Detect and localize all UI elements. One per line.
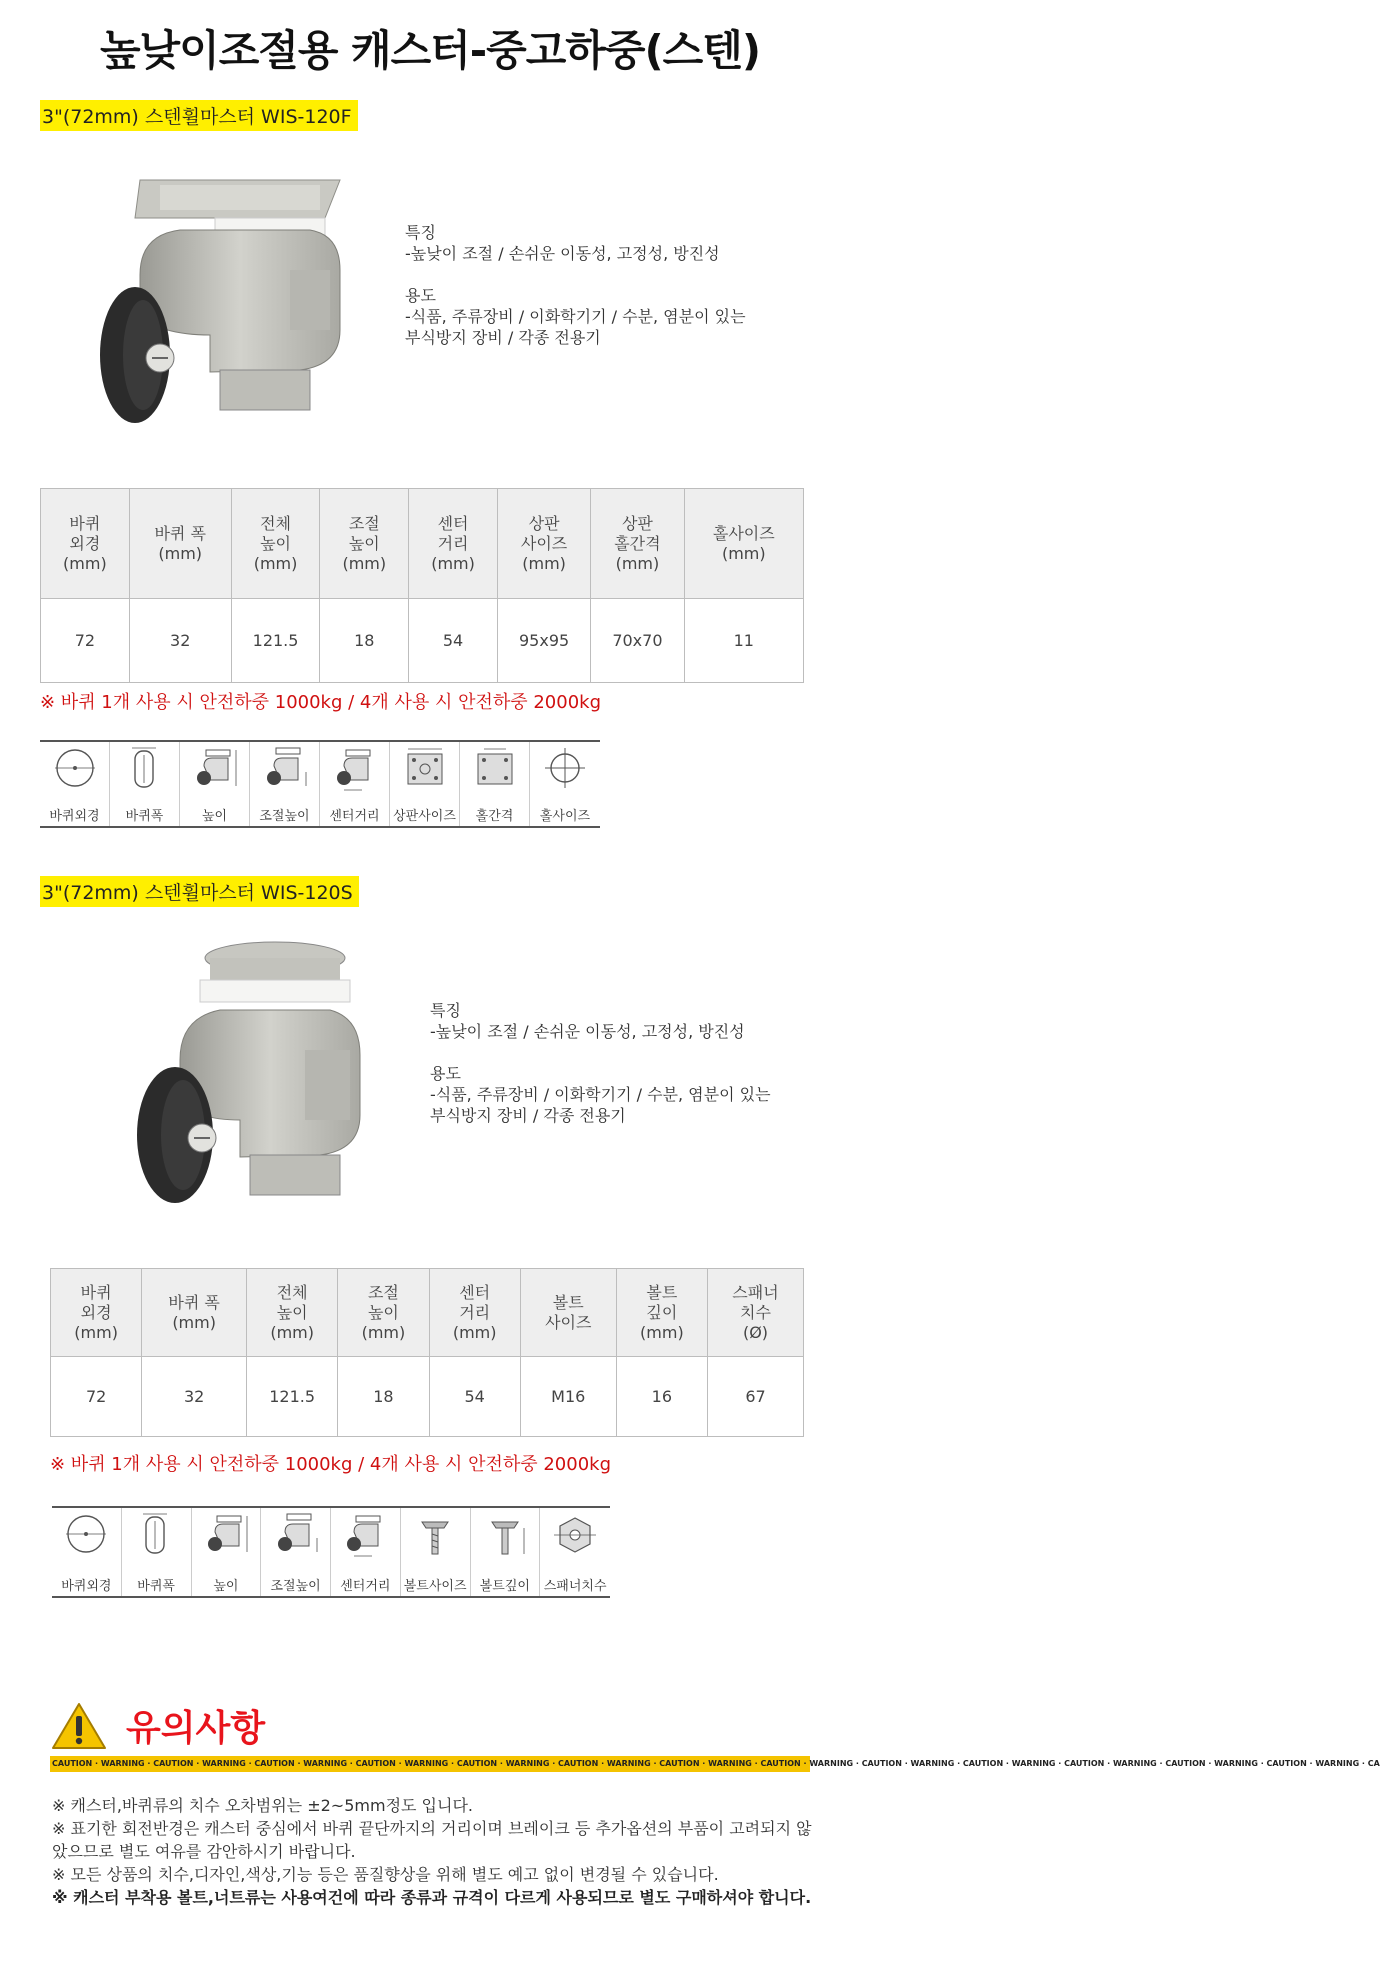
spec-header-line: 외경	[69, 533, 101, 553]
caution-notes	[52, 1794, 822, 1909]
dimension-icon-label: 바퀴외경	[61, 1579, 112, 1594]
dimension-icon-label: 볼트사이즈	[403, 1579, 467, 1594]
dimension-icon-label: 높이	[201, 809, 228, 824]
spec-header-line: 거리	[459, 1302, 491, 1322]
spec-header-cell	[429, 1269, 520, 1357]
spec-header-line: 바퀴	[69, 513, 101, 533]
dimension-icon-label: 스패너치수	[543, 1579, 607, 1594]
spec-header-cell	[51, 1269, 142, 1357]
center-distance-icon	[340, 1512, 390, 1558]
spec-header-row	[41, 489, 804, 599]
spec-header-cell	[497, 489, 590, 599]
plate-size-icon	[400, 746, 450, 792]
dimension-icon-label: 상판사이즈	[393, 809, 456, 824]
dimension-icon-item	[110, 742, 180, 826]
dimension-icon-item	[261, 1508, 331, 1596]
warning-triangle-icon	[50, 1701, 108, 1751]
spec-value-cell: 16	[616, 1357, 707, 1437]
spec-header-line: 높이	[367, 1302, 399, 1322]
load-note: ※ 바퀴 1개 사용 시 안전하중 1000kg / 4개 사용 시 안전하중 2000kg	[50, 1454, 612, 1475]
spec-header-line: (mm)	[172, 1312, 216, 1332]
spec-value-cell: M16	[520, 1357, 616, 1437]
caution-heading	[50, 1700, 265, 1751]
spec-header-cell	[616, 1269, 707, 1357]
dimension-icon-item	[331, 1508, 401, 1596]
usage-text-line1: -식품, 주류장비 / 이화학기기 / 수분, 염분이 있는	[405, 307, 746, 326]
spec-header-line: (mm)	[74, 1322, 118, 1342]
spec-header-line: 거리	[437, 533, 469, 553]
bolt-size-icon	[410, 1512, 460, 1558]
dimension-icon-item	[122, 1508, 192, 1596]
usage-text-line2: 부식방지 장비 / 각종 전용기	[405, 328, 601, 347]
spec-header-line: (mm)	[270, 1322, 314, 1342]
spec-header-line: (mm)	[721, 543, 766, 563]
spec-value-cell: 95x95	[497, 599, 590, 683]
dimension-icon-item	[320, 742, 390, 826]
dimension-icon-item	[52, 1508, 122, 1596]
caution-note: ※ 캐스터,바퀴류의 치수 오차범위는 ±2~5mm정도 입니다.	[52, 1796, 474, 1815]
page-title: 높낮이조절용 캐스터-중고하중(스텐)	[99, 26, 761, 75]
dimension-icon-item	[530, 742, 600, 826]
bolt-depth-icon	[480, 1512, 530, 1558]
caution-note: ※ 캐스터 부착용 볼트,너트류는 사용여건에 따라 종류과 규격이 다르게 사용되므로 별도 구매하셔야 합니다.	[52, 1888, 812, 1907]
spec-header-line: (mm)	[158, 543, 203, 563]
spec-header-cell	[684, 489, 803, 599]
features-text: -높낮이 조절 / 손쉬운 이동성, 고정성, 방진성	[405, 244, 720, 263]
usage-title: 용도	[430, 1064, 461, 1083]
spec-header-cell	[591, 489, 684, 599]
dimension-icon-item	[390, 742, 460, 826]
spec-header-line: 깊이	[646, 1302, 678, 1322]
spec-header-line: (mm)	[63, 553, 107, 573]
spec-header-cell	[41, 489, 130, 599]
dimension-icon-label: 바퀴폭	[125, 809, 164, 824]
caution-title: 유의사항	[126, 1708, 266, 1749]
spec-header-line: 볼트	[646, 1282, 678, 1302]
dimension-icon-item	[180, 742, 250, 826]
spec-header-line: (Ø)	[742, 1322, 769, 1342]
spec-header-line: 외경	[80, 1302, 112, 1322]
spec-header-line: (mm)	[615, 553, 660, 573]
spec-header-line: (mm)	[522, 553, 566, 573]
spec-value-cell: 18	[338, 1357, 429, 1437]
spec-value-cell: 18	[320, 599, 409, 683]
spec-header-line: 상판	[621, 513, 653, 533]
spec-header-line: 바퀴 폭	[168, 1292, 220, 1312]
dimension-icon-item	[40, 742, 110, 826]
spec-header-line: 사이즈	[545, 1312, 592, 1332]
product-heading: 3"(72mm) 스텐휠마스터 WIS-120S	[40, 876, 359, 907]
spec-value-cell: 121.5	[231, 599, 320, 683]
features-text: -높낮이 조절 / 손쉬운 이동성, 고정성, 방진성	[430, 1022, 745, 1041]
dimension-icon-label: 바퀴외경	[49, 809, 100, 824]
caster-photo	[40, 910, 400, 1210]
dimension-icon-strip	[52, 1506, 610, 1598]
dimension-icon-item	[250, 742, 320, 826]
spec-header-line: (mm)	[361, 1322, 406, 1342]
spec-header-line: 스패너	[732, 1282, 779, 1302]
usage-title: 용도	[405, 286, 436, 305]
spec-header-cell	[129, 489, 231, 599]
spec-header-line: 전체	[260, 513, 291, 533]
spec-value-cell: 32	[142, 1357, 247, 1437]
spec-header-line: 홀간격	[614, 533, 661, 553]
wheel-width-icon	[120, 746, 170, 792]
spec-value-cell: 121.5	[247, 1357, 338, 1437]
spec-header-cell	[338, 1269, 429, 1357]
spec-header-line: 높이	[348, 533, 380, 553]
caution-tape: CAUTION · WARNING · CAUTION · WARNING · CAUTION · WARNING · CAUTION · WARNING · CAUTION · WARNING · CAUTION · WARNING · CAUTION · WARNING · CAUTION · WARNING · CAUTION · WARNING · CAUTION · WARNING · CAUTION · WARNING · CAUTION · WARNING · CAUTION · WARNING · CA	[50, 1756, 810, 1772]
spec-header-cell	[142, 1269, 247, 1357]
spec-header-line: (mm)	[452, 1322, 497, 1342]
spec-table	[40, 488, 804, 683]
spec-value-cell: 72	[41, 599, 130, 683]
dimension-icon-strip	[40, 740, 600, 828]
spec-header-line: (mm)	[640, 1322, 684, 1342]
dimension-icon-label: 센터거리	[340, 1579, 391, 1594]
dimension-icon-item	[192, 1508, 262, 1596]
spec-value-row	[51, 1357, 804, 1437]
spec-header-line: 조절	[367, 1282, 399, 1302]
caution-note: ※ 표기한 회전반경은 캐스터 중심에서 바퀴 끝단까지의 거리이며 브레이크 등 추가옵션의 부품이 고려되지 않았으므로 별도 여유를 감안하시기 바랍니다.	[52, 1819, 812, 1861]
spec-header-line: 센터	[437, 513, 469, 533]
spec-header-cell	[520, 1269, 616, 1357]
wheel-diameter-icon	[61, 1512, 111, 1558]
features-block	[405, 222, 746, 348]
spec-header-cell	[247, 1269, 338, 1357]
dimension-icon-item	[401, 1508, 471, 1596]
spec-value-cell: 67	[707, 1357, 803, 1437]
spec-value-cell: 32	[129, 599, 231, 683]
spec-header-line: 전체	[276, 1282, 308, 1302]
product-heading: 3"(72mm) 스텐휠마스터 WIS-120F	[40, 100, 358, 131]
spec-header-cell	[707, 1269, 803, 1357]
spec-header-line: 바퀴 폭	[154, 523, 206, 543]
spec-header-cell	[409, 489, 498, 599]
dimension-icon-label: 높이	[213, 1579, 239, 1594]
spec-header-line: (mm)	[253, 553, 298, 573]
usage-text-line2: 부식방지 장비 / 각종 전용기	[430, 1106, 626, 1125]
wheel-width-icon	[131, 1512, 181, 1558]
spec-header-line: (mm)	[342, 553, 387, 573]
features-title: 특징	[430, 1001, 461, 1020]
load-note: ※ 바퀴 1개 사용 시 안전하중 1000kg / 4개 사용 시 안전하중 2000kg	[40, 692, 602, 713]
dimension-icon-label: 바퀴폭	[137, 1579, 175, 1594]
spec-header-line: 높이	[260, 533, 291, 553]
usage-text-line1: -식품, 주류장비 / 이화학기기 / 수분, 염분이 있는	[430, 1085, 771, 1104]
height-icon	[201, 1512, 251, 1558]
dimension-icon-item	[471, 1508, 541, 1596]
spec-header-line: 볼트	[552, 1292, 584, 1312]
spec-header-line: 상판	[528, 513, 560, 533]
spec-value-cell: 72	[51, 1357, 142, 1437]
spec-header-line: 높이	[276, 1302, 308, 1322]
spec-value-cell: 11	[684, 599, 803, 683]
dimension-icon-item	[540, 1508, 610, 1596]
dimension-icon-label: 조절높이	[270, 1579, 321, 1594]
spec-header-line: 바퀴	[80, 1282, 112, 1302]
spec-header-line: 사이즈	[520, 533, 568, 553]
hole-size-icon	[540, 746, 590, 792]
wheel-diameter-icon	[50, 746, 100, 792]
spec-header-line: 치수	[740, 1302, 771, 1322]
spec-header-line: 홀사이즈	[712, 523, 775, 543]
spec-header-line: (mm)	[431, 553, 475, 573]
dimension-icon-label: 조절높이	[259, 809, 310, 824]
spec-value-cell: 54	[429, 1357, 520, 1437]
height-icon	[190, 746, 240, 792]
spec-header-cell	[320, 489, 409, 599]
spec-header-line: 센터	[459, 1282, 491, 1302]
spec-header-line: 조절	[348, 513, 380, 533]
dimension-icon-label: 홀사이즈	[539, 809, 591, 824]
spec-header-cell	[231, 489, 320, 599]
spec-table	[50, 1268, 804, 1437]
caster-photo	[40, 140, 380, 420]
dimension-icon-label: 볼트깊이	[479, 1579, 530, 1594]
dimension-icon-label: 홀간격	[475, 809, 514, 824]
caution-note: ※ 모든 상품의 치수,디자인,색상,기능 등은 품질향상을 위해 별도 예고 없이 변경될 수 있습니다.	[52, 1865, 719, 1884]
adjust-height-icon	[260, 746, 310, 792]
features-block	[430, 1000, 771, 1126]
dimension-icon-item	[460, 742, 530, 826]
spanner-size-icon	[550, 1512, 600, 1558]
adjust-height-icon	[271, 1512, 321, 1558]
spec-header-row	[51, 1269, 804, 1357]
spec-value-cell: 54	[409, 599, 498, 683]
hole-spacing-icon	[470, 746, 520, 792]
spec-value-cell: 70x70	[591, 599, 684, 683]
features-title: 특징	[405, 223, 436, 242]
spec-value-row	[41, 599, 804, 683]
center-distance-icon	[330, 746, 380, 792]
dimension-icon-label: 센터거리	[329, 809, 380, 824]
